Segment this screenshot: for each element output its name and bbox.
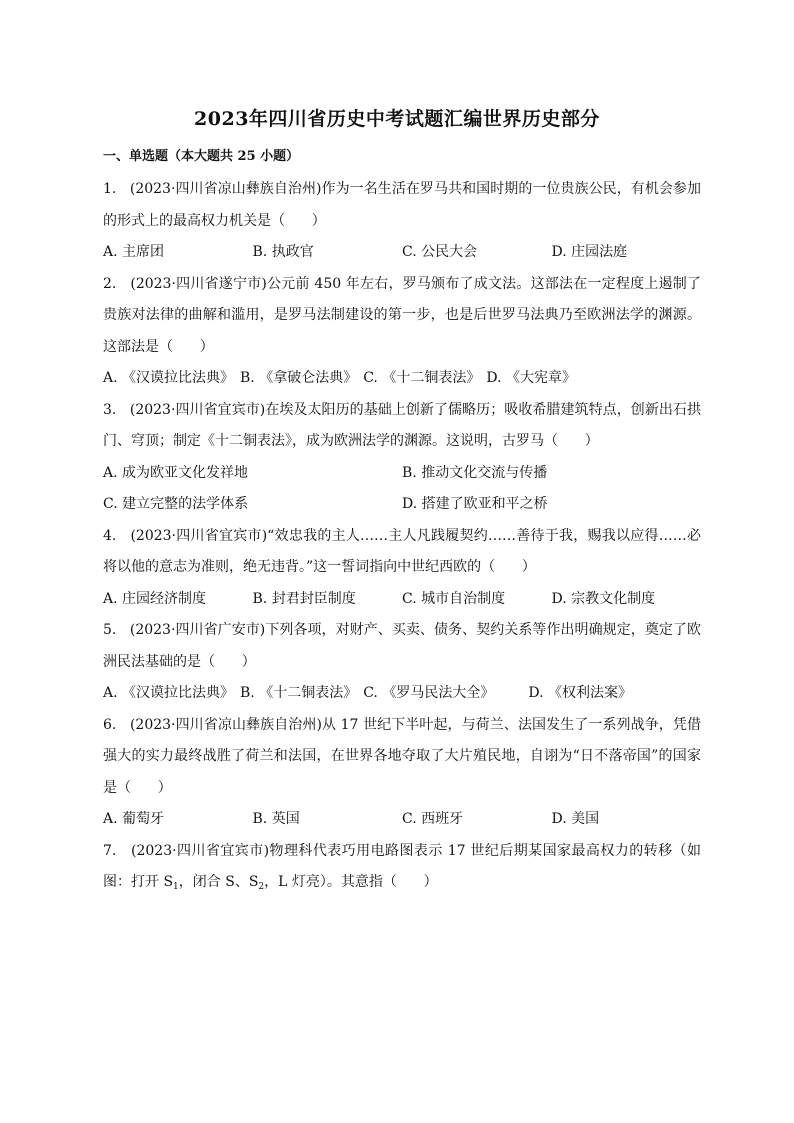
option-b: B. 英国 [252, 811, 300, 827]
option-d: D. 庄园法庭 [551, 244, 628, 260]
option-c: C. 《十二铜表法》 [363, 370, 481, 386]
page-title: 2023年四川省历史中考试题汇编世界历史部分 [194, 108, 600, 130]
question-6-stem: 6. (2023·四川省凉山彝族自治州)从 17 世纪下半叶起，与荷兰、法国发生了一系列战争，凭借强大的实力最终战胜了荷兰和法国，在世界各地夺取了大片殖民地，自诩为“日不落帝国”的国家是（ ） [103, 716, 701, 796]
option-b: B. 推动文化交流与传播 [402, 464, 548, 481]
question-1-options [103, 237, 701, 269]
option-a: A. 庄园经济制度 [103, 590, 207, 607]
option-c: C. 公民大会 [402, 244, 478, 260]
option-c: C. 《罗马民法大全》 [363, 685, 495, 701]
question-6-options [103, 804, 701, 836]
option-a: A. 成为欧亚文化发祥地 [103, 464, 249, 481]
question-4-stem: 4. (2023·四川省宜宾市)“效忠我的主人……主人凡践履契约……善待于我，赐我以应得……必将以他的意志为准则，绝无违背。”这一誓词指向中世纪西欧的（ ） [103, 527, 701, 575]
option-b: B. 《拿破仑法典》 [240, 370, 358, 386]
question-7-stem [103, 836, 701, 904]
option-b: B. 执政官 [252, 244, 314, 260]
question-list [103, 174, 701, 904]
option-d: D. 《大宪章》 [486, 370, 576, 386]
option-d: D. 《权利法案》 [528, 685, 632, 701]
question-3-options [103, 458, 701, 521]
question-7-text-part2: ，闭合 S、S [178, 874, 259, 890]
question-4-options [103, 584, 701, 616]
question-5-stem: 5. (2023·四川省广安市)下列各项，对财产、买卖、债务、契约关系等作出明确规定，奠定了欧洲民法基础的是（ ） [103, 622, 701, 670]
option-c: C. 城市自治制度 [402, 590, 506, 607]
option-a: A. 葡萄牙 [103, 811, 165, 827]
option-d: D. 搭建了欧亚和平之桥 [402, 496, 548, 512]
subscript-2: 2 [258, 882, 265, 892]
question-2-options [103, 363, 701, 395]
question-2-stem: 2. (2023·四川省遂宁市)公元前 450 年左右，罗马颁布了成文法。这部法在一定程度上遏制了贵族对法律的曲解和滥用，是罗马法制建设的第一步，也是后世罗马法典乃至欧洲法学的渊源。这部法是（ ） [103, 275, 701, 355]
subscript-1: 1 [173, 882, 179, 892]
option-c: C. 建立完整的法学体系 [103, 496, 249, 512]
option-d: D. 宗教文化制度 [551, 590, 656, 607]
question-5-options [103, 678, 701, 710]
question-7-text-part3: ，L 灯亮）。其意指（ ） [264, 874, 438, 890]
option-c: C. 西班牙 [402, 811, 464, 827]
question-1-stem: 1. (2023·四川省凉山彝族自治州)作为一名生活在罗马共和国时期的一位贵族公民，有机会参加的形式上的最高权力机关是（ ） [103, 181, 701, 229]
option-d: D. 美国 [551, 811, 600, 827]
section-heading: 一、单选题（本大题共 25 小题） [103, 149, 300, 164]
option-a: A. 《汉谟拉比法典》 [103, 685, 235, 701]
option-a: A. 《汉谟拉比法典》 [103, 370, 235, 386]
question-3-stem: 3. (2023·四川省宜宾市)在埃及太阳历的基础上创新了儒略历；吸收希腊建筑特点，创新出石拱门、穹顶；制定《十二铜表法》，成为欧洲法学的渊源。这说明，古罗马（ ） [103, 401, 701, 449]
option-a: A. 主席团 [103, 244, 165, 260]
option-b: B. 《十二铜表法》 [240, 685, 358, 701]
option-b: B. 封君封臣制度 [252, 590, 356, 607]
question-7-text-part1: 7. (2023·四川省宜宾市)物理科代表巧用电路图表示 17 世纪后期某国家最高权力的转移（如图：打开 S [103, 842, 701, 890]
